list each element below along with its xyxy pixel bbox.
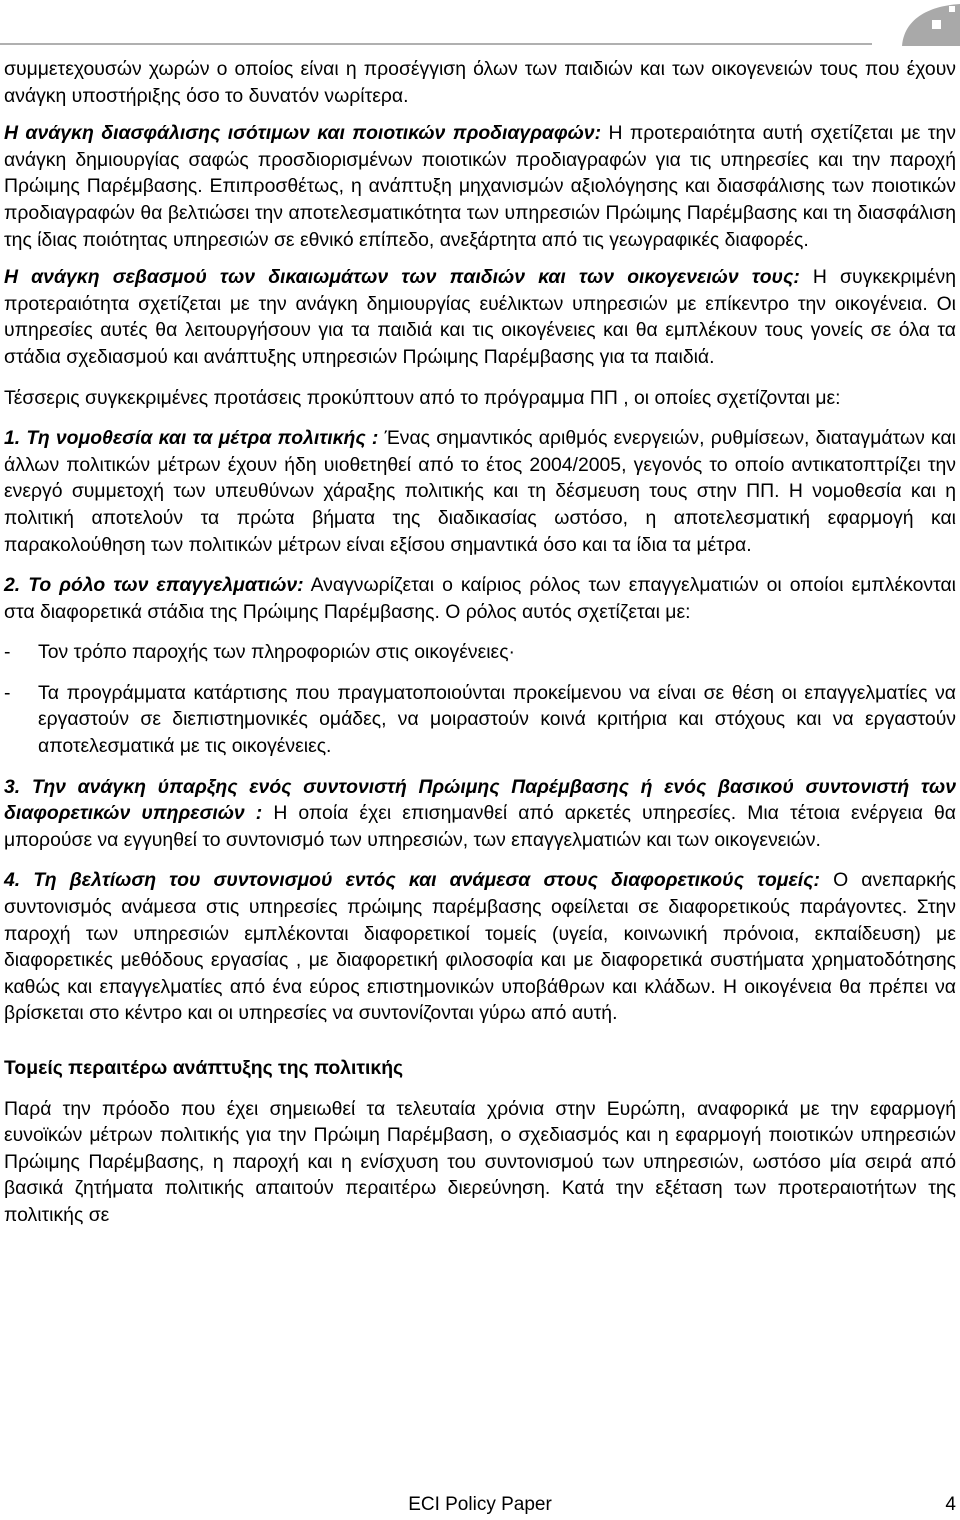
paragraph-lead: 3. Την ανάγκη ύπαρξης ενός συντονιστή Πρώιμης Παρέμβασης ή ενός βασικού συντονιστή των διαφορετικών υπηρεσιών : (4, 775, 956, 825)
paragraph-lead: 4. Τη βελτίωση του συντονισμού εντός και ανάμεσα στους διαφορετικούς τομείς: (4, 869, 820, 892)
paragraph-body: Ο ανεπαρκής συντονισμός ανάμεσα στις υπηρεσίες πρώιμης παρέμβασης οφείλεται σε διαφορετικούς παράγοντες. Στην παροχή των υπηρεσιών εμπλέκονται διαφορετικοί τομείς (υγεία, κοινωνική πρόνοια, εκπαίδευση) με διαφορετικές μεθόδους εργασίας , με διαφορετική φιλοσοφία και με διαφορετικά συστήματα χρηματοδότησης καθώς και επαγγελματίες από ένα εύρος επιστημονικών υποβάθρων και κλάδων. Η οικογένεια θα πρέπει να βρίσκεται στο κέντρο και οι υπηρεσίες να συντονίζονται γύρω από αυτή. (4, 869, 956, 1025)
paragraph-children-rights (4, 264, 956, 370)
header-rule (0, 43, 872, 45)
list-item (4, 639, 956, 666)
list-item (4, 680, 956, 760)
paragraph-quality-standards (4, 120, 956, 253)
dash-marker: - (4, 641, 11, 664)
paragraph-body: Η συγκεκριμένη προτεραιότητα σχετίζεται με την ανάγκη δημιουργίας ευέλικτων υπηρεσιών με επίκεντρο την οικογένεια. Οι υπηρεσίες αυτές θα λειτουργήσουν για τα παιδιά και τις οικογένειες και θα εμπλέκουν τους γονείς σε όλα τα στάδια σχεδιασμού και ανάπτυξης υπηρεσιών Πρώιμης Παρέμβασης για τα παιδιά. (4, 266, 956, 368)
eci-corner-logo-icon (872, 0, 960, 46)
paragraph-lead: 2. Το ρόλο των επαγγελματιών: (4, 574, 304, 597)
paragraph-body: Η οποία έχει επισημανθεί από αρκετές υπηρεσίες. Μια τέτοια ενέργεια θα μπορούσε να εγγυηθεί το συντονισμό των υπηρεσιών, των επαγγελματιών και των οικογενειών. (4, 802, 956, 851)
paragraph-body: Αναγνωρίζεται ο καίριος ρόλος των επαγγελματιών οι οποίοι εμπλέκονται στα διαφορετικά στάδια της Πρώιμης Παρέμβασης. Ο ρόλος αυτός σχετίζεται με: (4, 574, 956, 623)
paragraph-professionals (4, 572, 956, 625)
list-item-text: Τα προγράμματα κατάρτισης που πραγματοποιούνται προκείμενου να είναι σε θέση οι επαγγελματίες να εργαστούν σε διεπιστημονικές ομάδες, να μοιραστούν κοινά κριτήρια και στόχους και να εργαστούν αποτελεσματικά με τις οικογένειες. (38, 681, 956, 758)
paragraph-legislation (4, 425, 956, 558)
paragraph-coordinator (4, 774, 956, 854)
paragraph-four-proposals: Τέσσερις συγκεκριμένες προτάσεις προκύπτουν από το πρόγραμμα ΠΠ , οι οποίες σχετίζονται με: (4, 386, 841, 409)
document-body (4, 56, 956, 1229)
list-item-text: Τον τρόπο παροχής των πληροφοριών στις οικογένειες· (38, 641, 515, 664)
paragraph-intro: συμμετεχουσών χωρών ο οποίος είναι η προσέγγιση όλων των παιδιών και των οικογενειών τους που έχουν ανάγκη υποστήριξης όσο το δυνατόν νωρίτερα. (4, 58, 956, 107)
footer-title: ECI Policy Paper (408, 1494, 552, 1515)
dash-marker: - (4, 681, 11, 704)
paragraph-lead: 1. Τη νομοθεσία και τα μέτρα πολιτικής : (4, 427, 379, 450)
section-heading: Τομείς περαιτέρω ανάπτυξης της πολιτικής (4, 1057, 404, 1079)
paragraph-coordination-sectors (4, 867, 956, 1027)
paragraph-lead: Η ανάγκη σεβασμού των δικαιωμάτων των παιδιών και των οικογενειών τους: (4, 266, 800, 289)
paragraph-lead: Η ανάγκη διασφάλισης ισότιμων και ποιοτικών προδιαγραφών: (4, 122, 602, 145)
paragraph-body: Ένας σημαντικός αριθμός ενεργειών, ρυθμίσεων, διαταγμάτων και άλλων πολιτικών μέτρων έχουν ήδη υιοθετηθεί από το έτος 2004/2005, γεγονός το οποίο αντικατοπτρίζει την ενεργό συμμετοχή των υπευθύνων χάραξης πολιτικής και τη δέσμευση τους στην ΠΠ. Η νομοθεσία και η πολιτική αποτελούν τα πρώτα βήματα της διαδικασίας ωστόσο, η αποτελεσματική εφαρμογή και παρακολούθηση των πολιτικών μέτρων είναι εξίσου σημαντικά όσο και τα ίδια τα μέτρα. (4, 427, 956, 556)
page-number: 4 (945, 1494, 956, 1515)
paragraph-policy-development: Παρά την πρόοδο που έχει σημειωθεί τα τελευταία χρόνια στην Ευρώπη, αναφορικά με την εφαρμογή ευνοϊκών μέτρων πολιτικής για την Πρώιμη Παρέμβαση, ο σχεδιασμός και η εφαρμογή ποιοτικών υπηρεσιών Πρώιμης Παρέμβασης, η παροχή και η ενίσχυση του συντονισμού των υπηρεσιών, ωστόσο μία σειρά από βασικά ζητήματα πολιτικής απαιτούν περαιτέρω διερεύνηση. Κατά την εξέταση των προτεραιοτήτων της πολιτικής σε (4, 1097, 956, 1226)
paragraph-body: Η προτεραιότητα αυτή σχετίζεται με την ανάγκη δημιουργίας σαφώς προσδιορισμένων ποιοτικών προδιαγραφών για τις υπηρεσίες και την παροχή Πρώιμης Παρέμβασης. Επιπροσθέτως, η ανάπτυξη μηχανισμών αξιολόγησης και διασφάλισης των ποιοτικών προδιαγραφών θα βελτιώσει την αποτελεσματικότητα των υπηρεσιών Πρώιμης Παρέμβασης και τη διασφάλιση της ίδιας ποιότητας υπηρεσιών σε εθνικό επίπεδο, ανεξάρτητα από τις γεωγραφικές διαφορές. (4, 122, 956, 251)
